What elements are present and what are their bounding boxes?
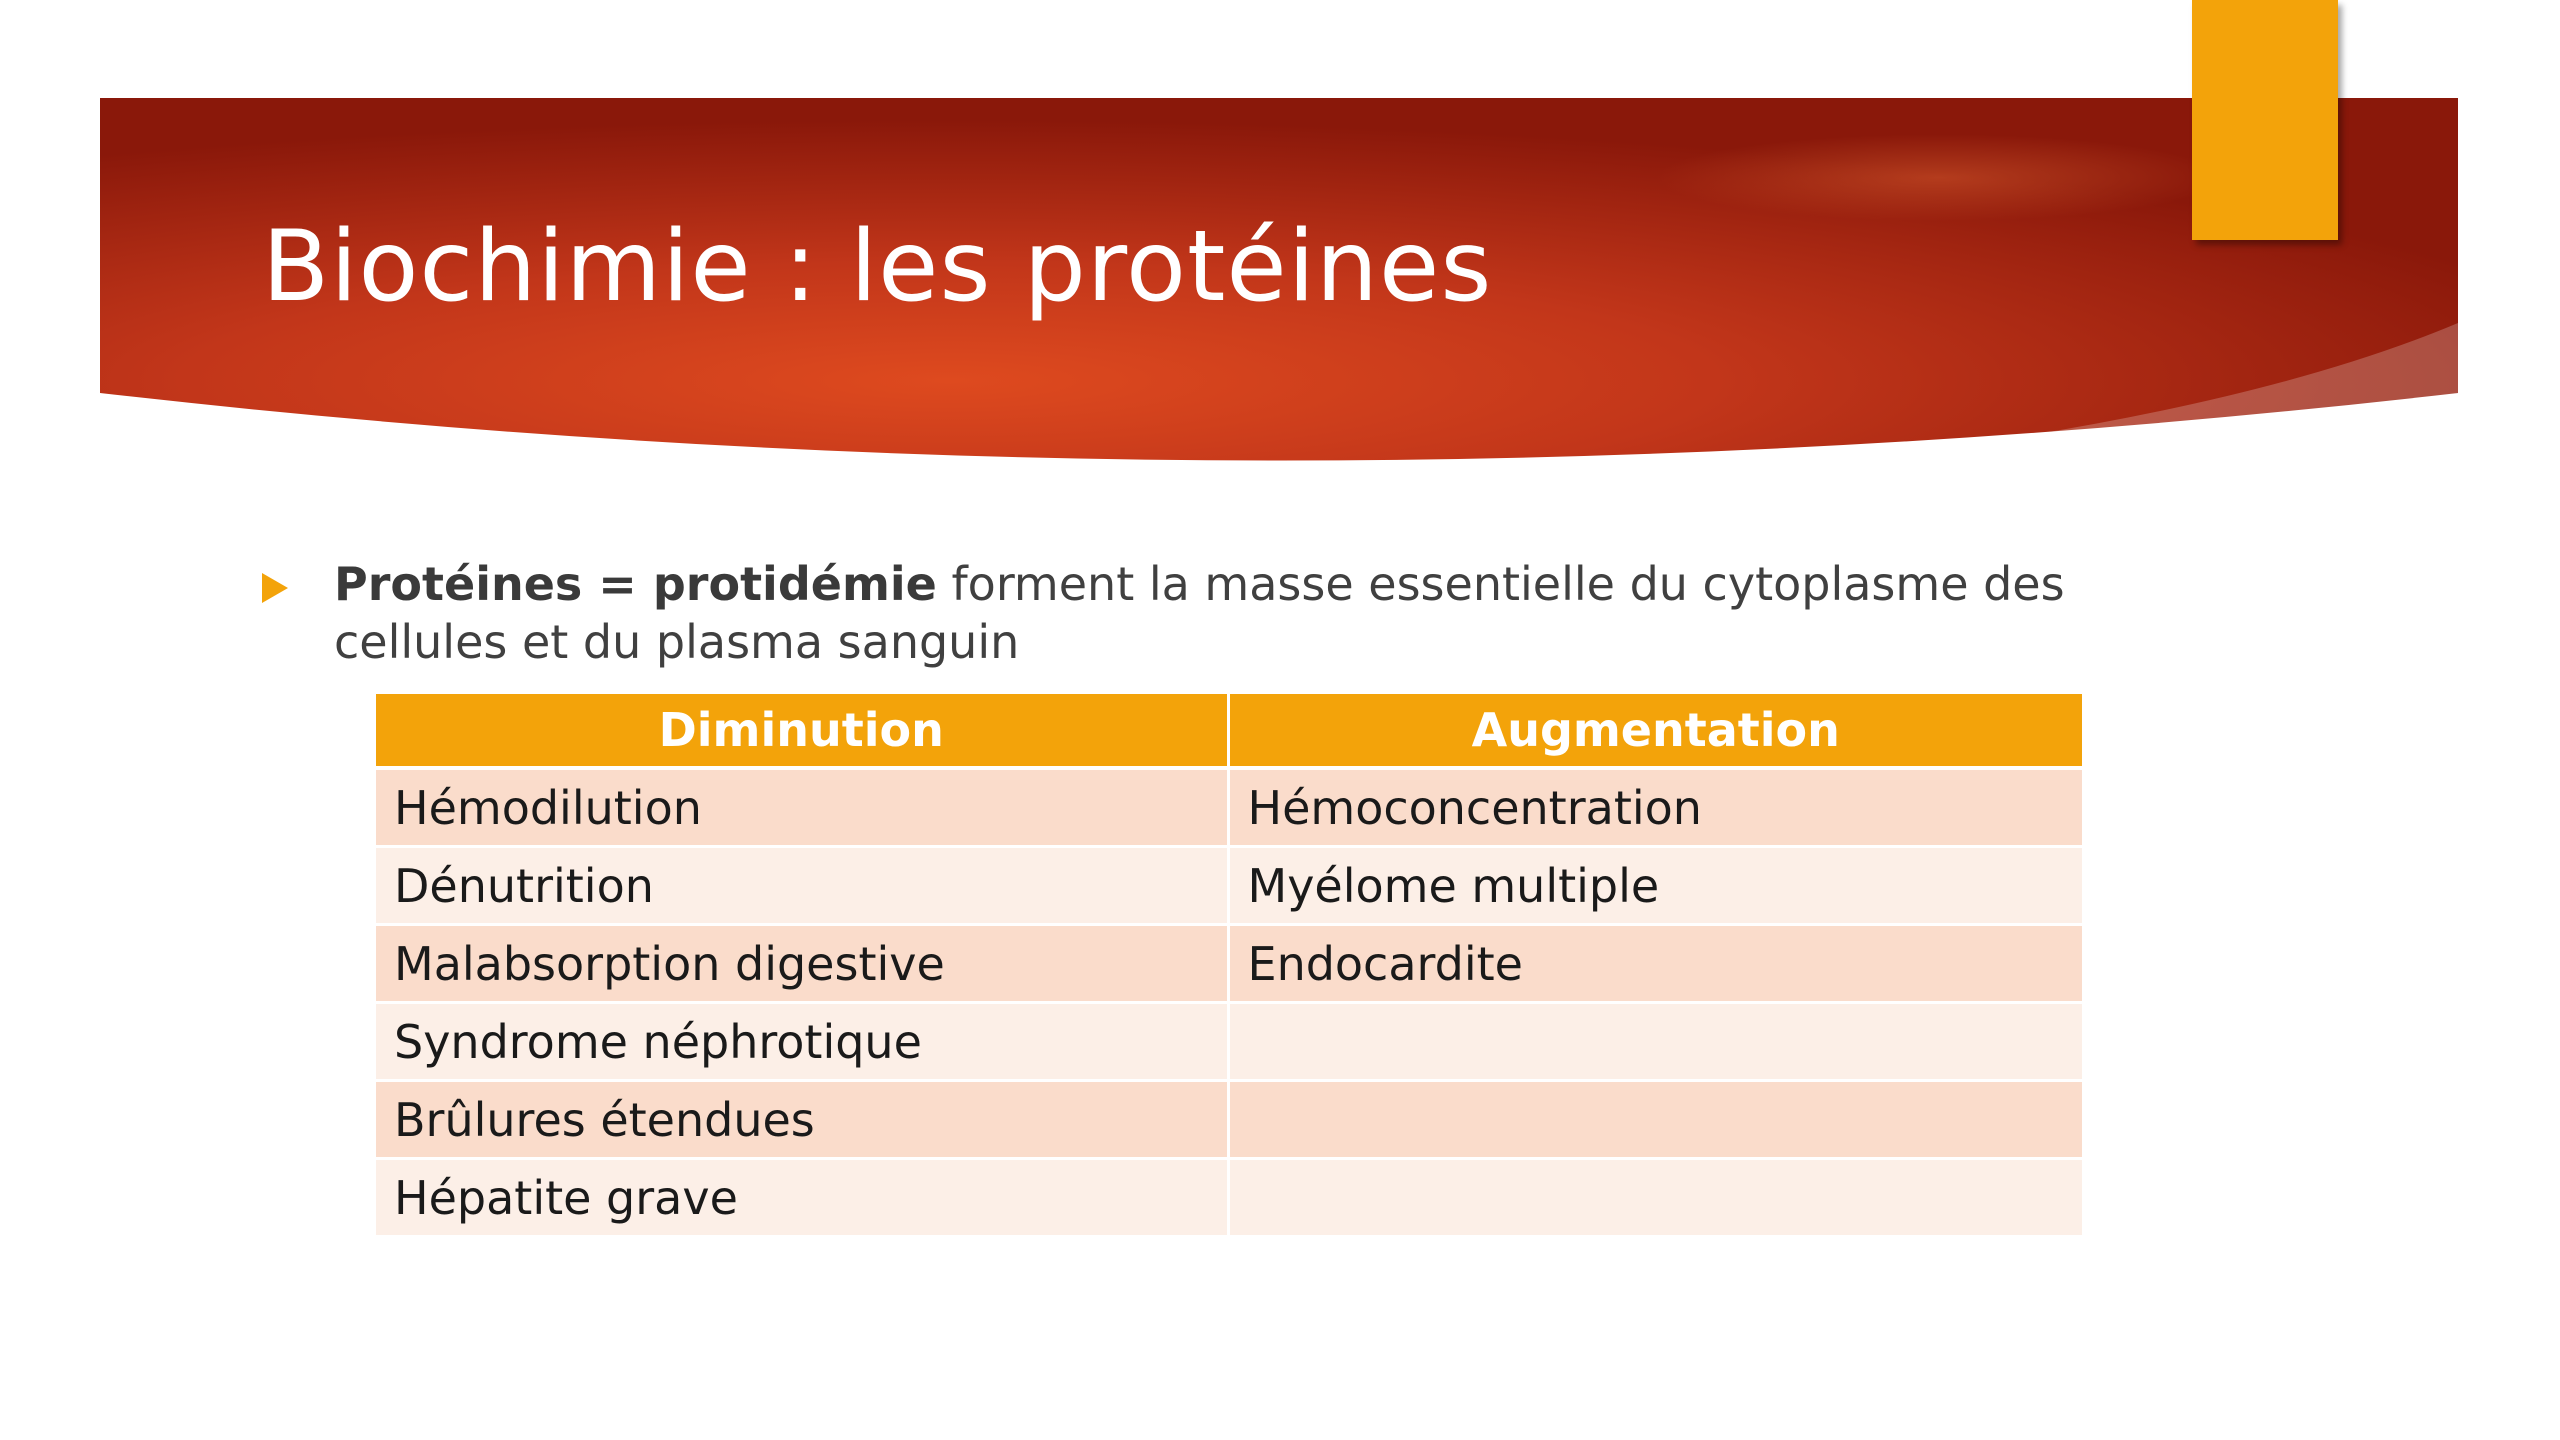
table-cell: Syndrome néphrotique xyxy=(376,1003,1228,1081)
header-diminution: Diminution xyxy=(376,694,1228,768)
bullet-text xyxy=(334,555,2074,671)
table-cell: Myélome multiple xyxy=(1228,847,2082,925)
header-augmentation: Augmentation xyxy=(1228,694,2082,768)
table-cell: Malabsorption digestive xyxy=(376,925,1228,1003)
triangle-right-icon xyxy=(262,573,288,603)
table-cell: Hémodilution xyxy=(376,768,1228,847)
protein-table xyxy=(376,694,2082,1238)
bullet-body-text: forment la masse essentielle du cytoplasme des cellules et du plasma sanguin xyxy=(334,557,2065,669)
table-cell xyxy=(1228,1159,2082,1237)
table-row xyxy=(376,925,2082,1003)
table-cell: Hémoconcentration xyxy=(1228,768,2082,847)
table-row xyxy=(376,1081,2082,1159)
table-header-row xyxy=(376,694,2082,768)
table-cell xyxy=(1228,1003,2082,1081)
table-cell: Dénutrition xyxy=(376,847,1228,925)
table-cell: Hépatite grave xyxy=(376,1159,1228,1237)
table-cell: Endocardite xyxy=(1228,925,2082,1003)
slide-title: Biochimie : les protéines xyxy=(262,210,1493,324)
table-cell: Brûlures étendues xyxy=(376,1081,1228,1159)
table-cell xyxy=(1228,1081,2082,1159)
bullet-bold-text: Protéines = protidémie xyxy=(334,557,937,611)
table-row xyxy=(376,1003,2082,1081)
table-row xyxy=(376,1159,2082,1237)
table-row xyxy=(376,847,2082,925)
accent-tab xyxy=(2192,0,2338,240)
table-row xyxy=(376,768,2082,847)
